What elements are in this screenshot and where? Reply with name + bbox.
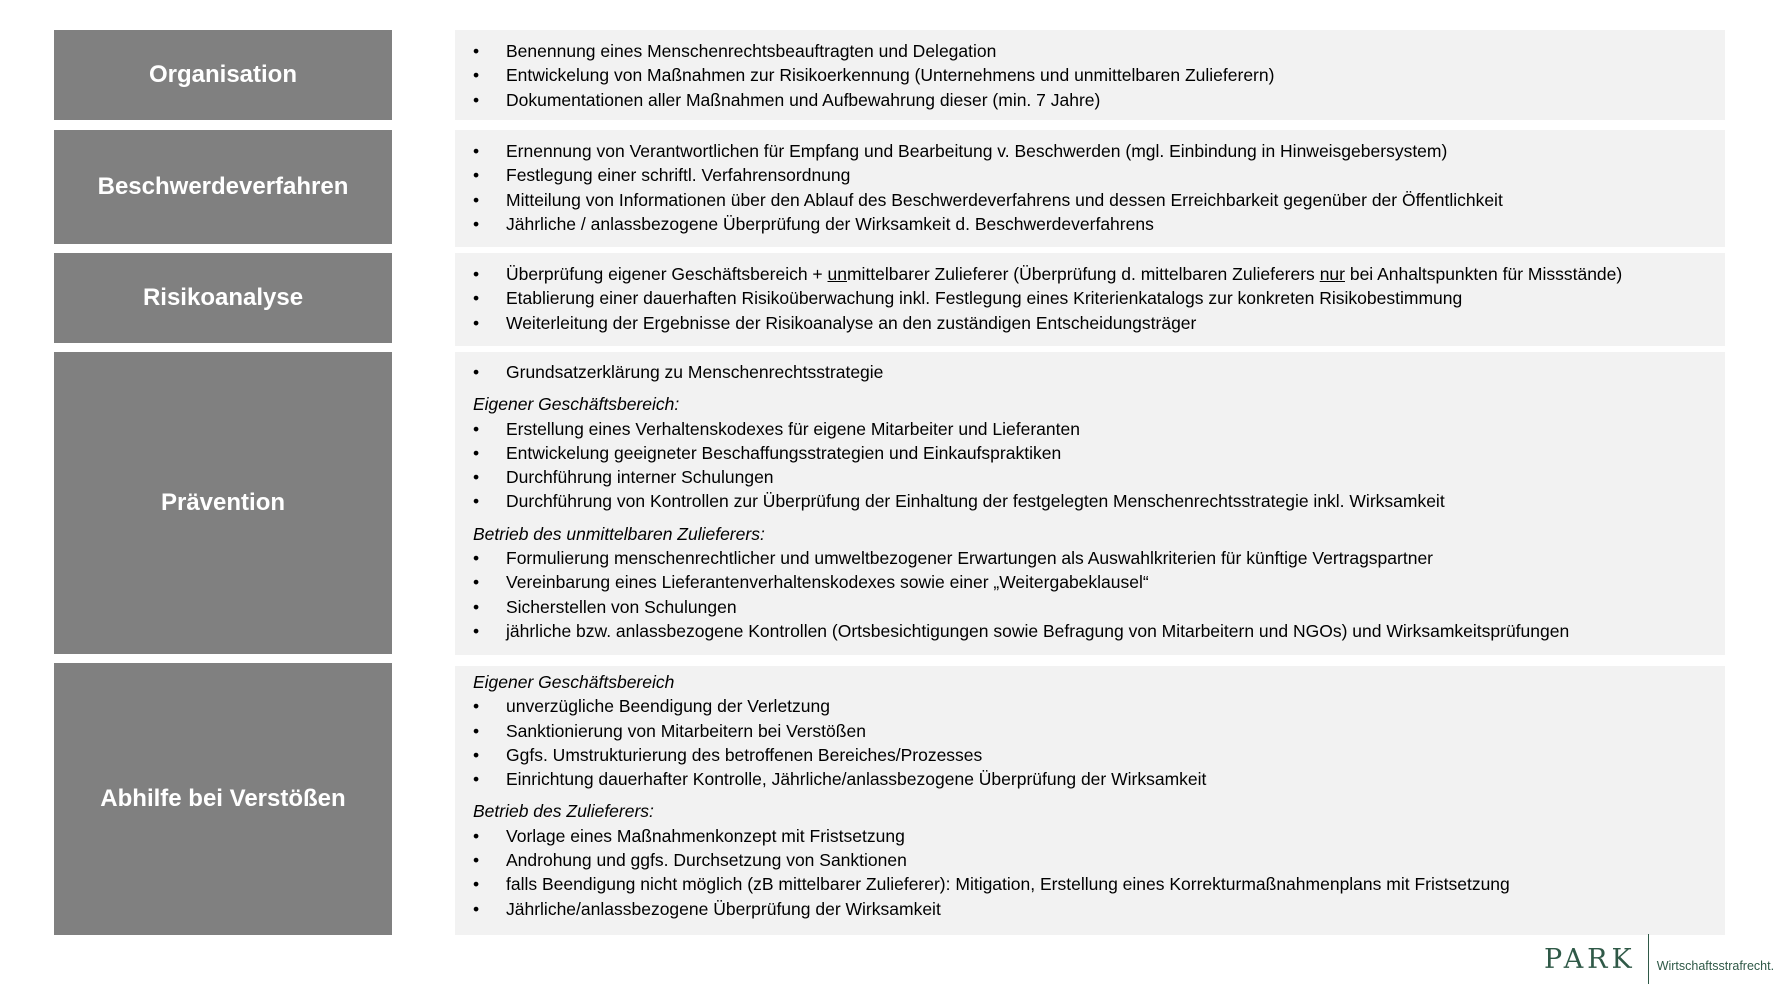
logo-subtitle: Wirtschaftsstrafrecht.	[1656, 959, 1774, 973]
section-label-beschwerdeverfahren	[54, 130, 392, 244]
group-heading: Betrieb des Zulieferers:	[473, 801, 654, 822]
section-label-praevention	[54, 352, 392, 654]
list-item: • Jährliche/anlassbezogene Überprüfung der Wirksamkeit	[473, 897, 1707, 921]
list-item: • falls Beendigung nicht möglich (zB mittelbarer Zulieferer): Mitigation, Erstellung eines Korrekturmaßnahmenplans mit Fristsetzung	[473, 872, 1707, 896]
list-item: • unverzügliche Beendigung der Verletzung	[473, 694, 1707, 718]
list-item: • Entwickelung von Maßnahmen zur Risikoerkennung (Unternehmens und unmittelbaren Zulieferern)	[473, 63, 1707, 87]
group-heading: Betrieb des unmittelbaren Zulieferers:	[473, 523, 765, 544]
list-item: • Weiterleitung der Ergebnisse der Risikoanalyse an den zuständigen Entscheidungsträger	[473, 311, 1707, 335]
bullet-list	[473, 824, 1707, 921]
list-item: • Jährliche / anlassbezogene Überprüfung der Wirksamkeit d. Beschwerdeverfahrens	[473, 212, 1707, 236]
list-item: • Etablierung einer dauerhaften Risikoüberwachung inkl. Festlegung eines Kriterienkatalogs zur konkreten Risikobestimmung	[473, 286, 1707, 310]
list-item: • Benennung eines Menschenrechtsbeauftragten und Delegation	[473, 39, 1707, 63]
section-title: Risikoanalyse	[142, 284, 304, 311]
list-item: • Mitteilung von Informationen über den Ablauf des Beschwerdeverfahrens und dessen Erreichbarkeit gegenüber der Öffentlichkeit	[473, 188, 1707, 212]
bullet-list	[473, 39, 1707, 112]
list-item: • jährliche bzw. anlassbezogene Kontrollen (Ortsbesichtigungen sowie Befragung von Mitarbeitern und NGOs) und Wirksamkeitsprüfungen	[473, 619, 1707, 643]
list-item: • Ggfs. Umstrukturierung des betroffenen Bereiches/Prozesses	[473, 743, 1707, 767]
park-logo	[1544, 934, 1774, 984]
list-item: • Entwickelung geeigneter Beschaffungsstrategien und Einkaufspraktiken	[473, 441, 1707, 465]
section-content-praevention	[455, 352, 1725, 655]
list-item: • Erstellung eines Verhaltenskodexes für eigene Mitarbeiter und Lieferanten	[473, 417, 1707, 441]
group-heading: Eigener Geschäftsbereich	[473, 672, 675, 692]
list-item: • Vorlage eines Maßnahmenkonzept mit Fristsetzung	[473, 824, 1707, 848]
bullet-list	[473, 262, 1707, 335]
section-content-risikoanalyse	[455, 253, 1725, 346]
bullet-list	[473, 360, 1707, 384]
list-item: • Vereinbarung eines Lieferantenverhaltenskodexes sowie einer „Weitergabeklausel“	[473, 570, 1707, 594]
underlined-text: un	[827, 264, 847, 284]
section-title: Organisation	[148, 61, 298, 88]
bullet-list	[473, 139, 1707, 236]
section-label-risikoanalyse	[54, 253, 392, 343]
logo-wordmark: PARK	[1544, 943, 1636, 975]
section-label-organisation	[54, 30, 392, 120]
list-item: • Androhung und ggfs. Durchsetzung von Sanktionen	[473, 848, 1707, 872]
bullet-list	[473, 546, 1707, 643]
list-item: • Ernennung von Verantwortlichen für Empfang und Bearbeitung v. Beschwerden (mgl. Einbindung in Hinweisgebersystem)	[473, 139, 1707, 163]
group-heading: Eigener Geschäftsbereich:	[473, 394, 680, 415]
list-item: • Überprüfung eigener Geschäftsbereich + unmittelbarer Zulieferer (Überprüfung d. mittelbaren Zulieferers nur bei Anhaltspunkten für Missstände)	[473, 262, 1707, 286]
list-item: • Durchführung interner Schulungen	[473, 465, 1707, 489]
list-item: • Durchführung von Kontrollen zur Überprüfung der Einhaltung der festgelegten Menschenrechtsstrategie inkl. Wirksamkeit	[473, 489, 1707, 513]
section-content-organisation	[455, 30, 1725, 120]
list-item: • Sanktionierung von Mitarbeitern bei Verstößen	[473, 719, 1707, 743]
bullet-list	[473, 694, 1707, 791]
list-item: • Einrichtung dauerhafter Kontrolle, Jährliche/anlassbezogene Überprüfung der Wirksamkeit	[473, 767, 1707, 791]
list-item: • Formulierung menschenrechtlicher und umweltbezogener Erwartungen als Auswahlkriterien für künftige Vertragspartner	[473, 546, 1707, 570]
list-item: • Festlegung einer schriftl. Verfahrensordnung	[473, 163, 1707, 187]
underlined-text: nur	[1319, 264, 1345, 284]
list-item: • Dokumentationen aller Maßnahmen und Aufbewahrung dieser (min. 7 Jahre)	[473, 88, 1707, 112]
section-label-abhilfe	[54, 663, 392, 935]
bullet-list	[473, 417, 1707, 514]
section-content-beschwerdeverfahren	[455, 130, 1725, 247]
section-title: Prävention	[160, 489, 286, 516]
section-content-abhilfe	[455, 666, 1725, 935]
list-item: • Sicherstellen von Schulungen	[473, 595, 1707, 619]
list-item: • Grundsatzerklärung zu Menschenrechtsstrategie	[473, 360, 1707, 384]
section-title: Beschwerdeverfahren	[97, 173, 349, 200]
section-title: Abhilfe bei Verstößen	[100, 785, 346, 812]
